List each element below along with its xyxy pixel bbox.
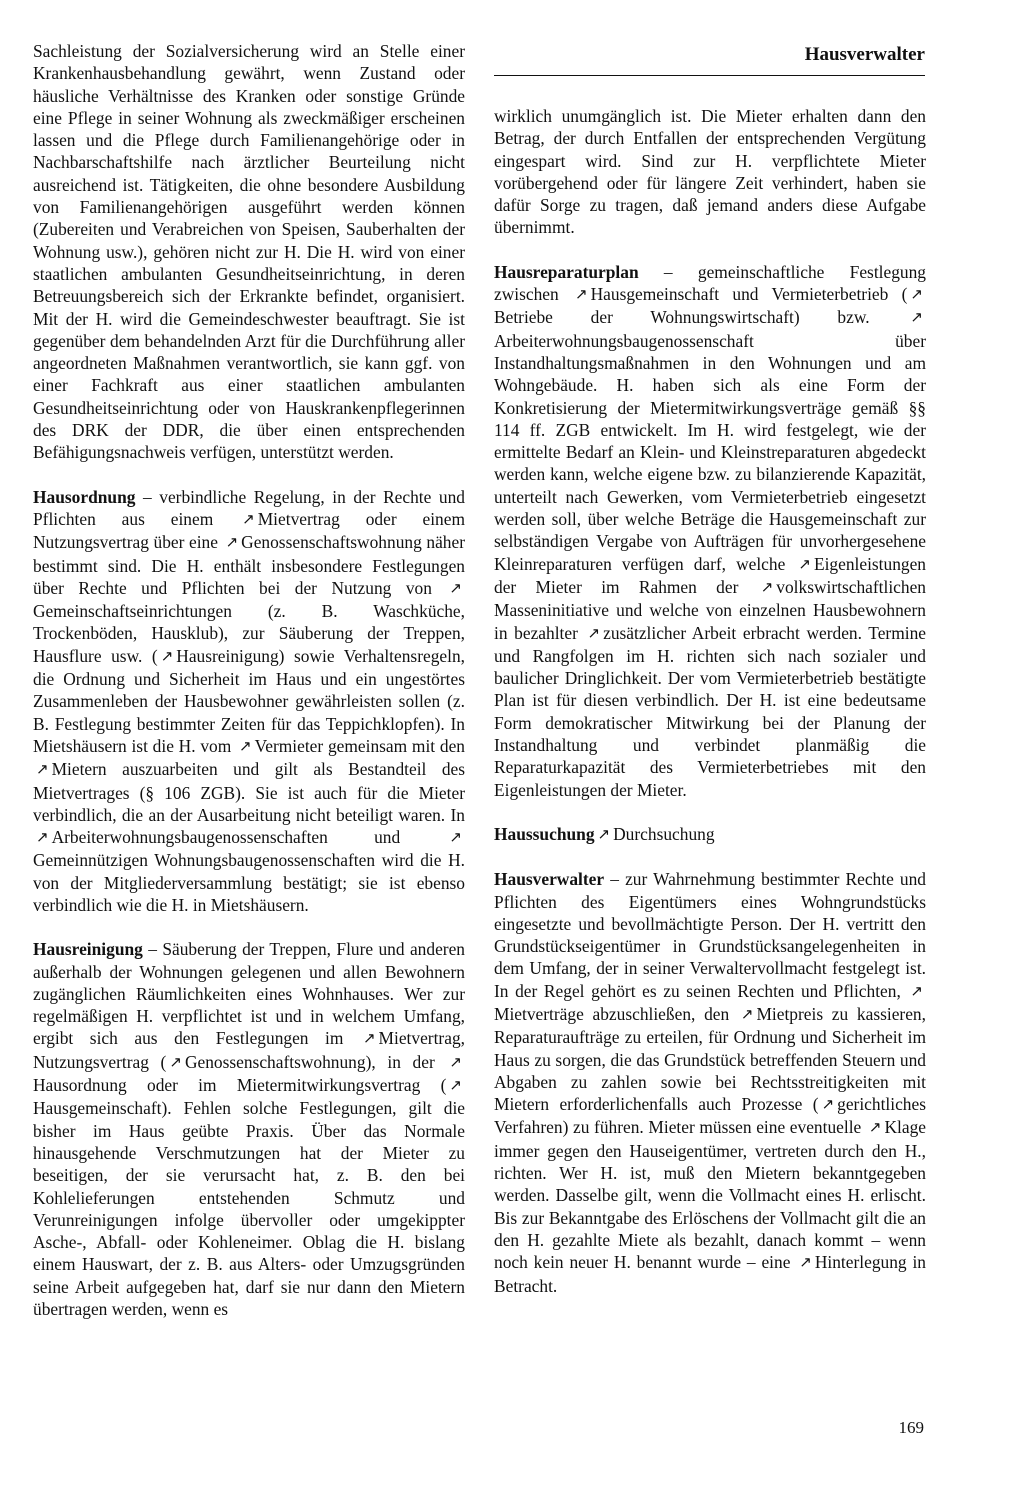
entry-text: ) bzw. <box>793 307 908 328</box>
entry-term: Haussuchung <box>494 823 595 844</box>
cross-reference-arrow-icon: ↗ <box>910 308 923 327</box>
cross-reference-arrow-icon: ↗ <box>760 577 774 596</box>
cross-reference[interactable]: Gemeinnützigen Wohnungsbaugenossenschaften <box>33 850 376 871</box>
entry-continuation-right <box>494 105 926 239</box>
entry-hausreparaturplan <box>494 261 926 801</box>
entry-text: über Instandhaltungsmaßnahmen in den Wohnungen und am Wohngebäude. H. haben sich als eine Form der Konkretisierung der Mietermitwirkungsverträge gemäß §§ 114 ff. ZGB entwickelt. Im H. wird festgelegt, wie der ermittelte Bedarf an Klein- und Kleinstreparaturen abgedeckt werden kann, welche eigene bzw. zu bilanzierende Kapazität, unterteilt nach Gewerken, vom Vermieterbetrieb eingesetzt werden soll, über welche Beträge die Hausgemeinschaft zur selbständigen Vergabe von Aufträgen für unvorhergesehene Kleinreparaturen verfügen darf, welche <box>494 330 926 574</box>
entry-text: ) zu führen. Mieter müssen eine eventuelle <box>562 1117 866 1138</box>
cross-reference[interactable]: Mietvertrag <box>378 1028 461 1049</box>
entry-text: und <box>327 827 447 848</box>
entry-text: erbracht werden. Termine und Rangfolgen im H. richten sich nach sozialer und baulicher Dringlichkeit. Der vom Vermieterbetrieb bestätigte Plan ist für diesen verbindlich. Der H. ist eine bedeutsame Form demokratischer Mitwirkung bei der Planung der Instandhaltung und verbindet planmäßig die Reparaturkapazität des Vermieterbetriebes mit den Eigenleistungen der Mieter. <box>494 622 926 800</box>
cross-reference[interactable]: Mietpreis <box>756 1003 824 1024</box>
cross-reference-arrow-icon: ↗ <box>36 760 49 779</box>
entry-haussuchung <box>494 823 926 846</box>
page-number: 169 <box>898 1418 924 1437</box>
cross-reference-arrow-icon: ↗ <box>740 1004 754 1023</box>
cross-reference-arrow-icon: ↗ <box>449 1076 462 1095</box>
cross-reference-arrow-icon: ↗ <box>239 736 252 755</box>
entry-term: Hausverwalter <box>494 869 605 890</box>
entry-text: Sachleistung der Sozialversicherung wird an Stelle einer Krankenhausbehandlung gewährt, wenn Zustand oder häusliche Verhältnisse des Kranken oder sonstige Gründe eine Pflege in seiner Wohnung als zweckmäßiger erscheinen lassen und die Pflege durch Familienangehörige oder in Nachbarschaftshilfe nach ärztlicher Beurteilung nicht ausreichend ist. Tätigkeiten, die ohne besondere Ausbildung von Familienangehörigen ausgeführt werden können (Zubereiten und Verabreichen von Speisen, Sauberhalten der Wohnung usw.), gehören nicht zur H. Die H. wird von einer staatlichen ambulanten Gesundheitseinrichtung, in deren Betreuungsbereich sich der Erkrankte befindet, organisiert. Mit der H. wird die Gemeindeschwester beauftragt. Sie ist gegenüber dem behandelnden Arzt für die Durchführung aller angeordneten Maßnahmen verantwortlich, sie kann ggf. von einer Fachkraft aus einer staatlichen ambulanten Gesundheitseinrichtung oder von Hauskrankenpflegerinnen des DRK der DDR, die über einen entsprechenden Befähigungsnachweis verfügen, unterstützt werden. <box>33 41 465 463</box>
cross-reference-arrow-icon: ↗ <box>362 1029 376 1048</box>
cross-reference[interactable]: Arbeiterwohnungsbaugenossenschaften <box>51 827 328 848</box>
right-column <box>494 105 926 1297</box>
cross-reference-arrow-icon: ↗ <box>798 554 811 573</box>
entry-term: Hausreinigung <box>33 939 143 960</box>
cross-reference[interactable]: Eigenleistungen <box>813 553 926 574</box>
entry-hausreinigung <box>33 938 465 1320</box>
cross-reference[interactable]: Hausgemeinschaft <box>33 1098 162 1119</box>
entry-text: – gemeinschaftliche Festlegung zwischen <box>494 261 926 305</box>
cross-reference-arrow-icon: ↗ <box>910 981 923 1000</box>
entry-hausverwalter <box>494 868 926 1297</box>
entry-text: immer gegen den Hauseigentümer, vertreten durch den H., richten. Wer H. ist, muß den Mietern bekanntgegeben werden. Dasselbe gilt, wenn die Vollmacht eines H. erlischt. Bis zur Bekanntgabe des Erlöschens der Vollmacht gilt die an den H. gezahlte Miete als bezahlt, danach kommt – wenn noch kein neuer H. benannt wurde – eine <box>494 1140 926 1273</box>
entry-text: auszuarbeiten und gilt als Bestandteil des Mietvertrages (§ 106 ZGB). Sie ist auch für die Mieter verbindlich, die an der Ausarbeitung nicht beteiligt waren. In <box>33 759 465 825</box>
cross-reference[interactable]: Vermieter <box>254 735 324 756</box>
entry-term: Hausordnung <box>33 486 136 507</box>
cross-reference[interactable]: Hausgemeinschaft <box>590 284 720 305</box>
entry-text: – Säuberung der Treppen, Flure und anderen außerhalb der Wohnungen gelegenen und allen Bewohnern zugänglichen Räumlichkeiten eines Wohnhauses. Wer zur regelmäßigen H. verpflichtet ist und in welchem Umfang, ergibt sich aus den Festlegungen im <box>33 939 465 1049</box>
cross-reference[interactable]: Betriebe der Wohnungswirtschaft <box>494 307 794 328</box>
header-rule <box>494 75 925 76</box>
cross-reference[interactable]: Durchsuchung <box>613 823 715 844</box>
entry-text: ) sowie Verhaltensregeln, die Ordnung und Sicherheit im Haus und ein ungestörtes Zusammenleben der Hausbewohner gewährleisten sollen (z. B. Festlegung bestimmter Zeiten für das Teppichklopfen). In Mietshäusern ist die H. vom <box>33 645 465 756</box>
entry-text: – verbindliche Regelung, in der Rechte und Pflichten aus einem <box>33 486 465 529</box>
entry-text: und welche von einzelnen Hausbewohnern in bezahlter <box>494 600 926 643</box>
cross-reference[interactable]: Genossenschaftswohnung <box>241 532 422 553</box>
cross-reference[interactable]: zusätzlicher Arbeit <box>603 622 737 643</box>
entry-term: Hausreparaturplan <box>494 261 639 282</box>
cross-reference-arrow-icon: ↗ <box>169 1052 182 1071</box>
cross-reference-arrow-icon: ↗ <box>449 828 462 847</box>
entry-text: , Nutzungsvertrag ( <box>33 1028 465 1072</box>
cross-reference[interactable]: Arbeiterwohnungsbaugenossenschaft <box>494 330 754 351</box>
entry-text: der Mieter im Rahmen der <box>494 576 758 597</box>
cross-reference[interactable]: Genossenschaftswohnung <box>184 1051 366 1072</box>
cross-reference-arrow-icon: ↗ <box>160 646 174 665</box>
cross-reference[interactable]: Mietern <box>51 759 107 780</box>
entry-text: abzuschließen, den <box>583 1003 738 1024</box>
cross-reference-arrow-icon: ↗ <box>868 1118 882 1137</box>
cross-reference-arrow-icon: ↗ <box>225 533 239 552</box>
entry-text: näher bestimmt sind. Die H. enthält insbesondere Festlegungen über Rechte und Pflichten bei der Nutzung von <box>33 532 465 598</box>
cross-reference[interactable]: Gemeinschaftseinrichtungen <box>33 601 232 622</box>
cross-reference-arrow-icon: ↗ <box>36 828 49 847</box>
entry-text: ), in der <box>365 1051 447 1072</box>
cross-reference-arrow-icon: ↗ <box>449 578 462 597</box>
entry-text: (z. B. Waschküche, Trockenböden, Hausklub), zur Säuberung der Treppen, Hausflure usw. ( <box>33 601 465 666</box>
cross-reference-arrow-icon: ↗ <box>799 1253 812 1272</box>
entry-text: oder im Mietermitwirkungsvertrag ( <box>126 1075 447 1096</box>
entry-text: und Vermieterbetrieb ( <box>719 284 908 305</box>
cross-reference[interactable]: Mietverträge <box>494 1003 584 1024</box>
cross-reference[interactable]: Hinterlegung <box>814 1252 907 1273</box>
entry-text: – zur Wahrnehmung bestimmter Rechte und Pflichten des Eigentümers eines Wohngrundstücks eingesetzte und bevollmächtigte Person. Der H. vertritt den Grundstückseigentümer in Grundstücksangelegenheiten in dem Umfang, der in seiner Verwaltervollmacht festgelegt ist. In der Regel gehört es zu seinen Rechten und Pflichten, <box>494 869 926 1001</box>
cross-reference[interactable]: Hausreinigung <box>176 645 279 666</box>
entry-text: ). Fehlen solche Festlegungen, gilt die bisher im Haus geübte Praxis. Über das Normale hinausgehende Verschmutzungen hat der Mieter zu beseitigen, der sie verursacht hat, z. B. den bei Kohlelieferungen entstehenden Schmutz und Verunreinigungen infolge übervoller oder umgekippter Asche-, Abfall- oder Kohleneimer. Oblag die H. bislang einem Hauswart, der z. B. aus Alters- oder Umzugsgründen seine Arbeit aufgegeben hat, darf sie nur dann den Mietern übertragen werden, wenn es <box>33 1098 465 1320</box>
cross-reference[interactable]: Hausordnung <box>33 1075 127 1096</box>
left-column <box>33 40 465 1320</box>
cross-reference-arrow-icon: ↗ <box>587 623 601 642</box>
entry-text: in Betracht. <box>494 1252 926 1296</box>
cross-reference-arrow-icon: ↗ <box>575 285 588 304</box>
entry-hausordnung <box>33 486 465 917</box>
cross-reference-arrow-icon: ↗ <box>597 824 611 843</box>
entry-text: wird die H. von der Mitgliederversammlung bestätigt; sie ist ebenso verbindlich wie die H. in Mietshäusern. <box>33 850 465 915</box>
cross-reference-arrow-icon: ↗ <box>242 509 255 528</box>
cross-reference-arrow-icon: ↗ <box>910 285 923 304</box>
cross-reference-arrow-icon: ↗ <box>821 1095 835 1114</box>
cross-reference[interactable]: volkswirtschaftlichen Masseninitiative <box>494 576 926 621</box>
entry-text: wirklich unumgänglich ist. Die Mieter erhalten dann den Betrag, der durch Entfallen der entsprechenden Vergütung eingespart wird. Sind zur H. verpflichtete Mieter vorübergehend oder für längere Zeit verhindert, haben sie dafür Sorge zu tragen, daß jemand anders diese Aufgabe übernimmt. <box>494 106 926 238</box>
entry-text: gemeinsam mit den <box>323 735 465 756</box>
cross-reference-arrow-icon: ↗ <box>449 1052 462 1071</box>
cross-reference[interactable]: gerichtliches Verfahren <box>494 1094 926 1138</box>
cross-reference[interactable]: Mietvertrag <box>257 508 340 529</box>
running-head: Hausverwalter <box>804 44 925 65</box>
entry-text: oder einem Nutzungsvertrag über eine <box>33 508 465 553</box>
entry-text: zu kassieren, Reparaturaufträge zu erteilen, für Ordnung und Sicherheit im Haus zu sorgen, die das Grundstück betreffenden Steuern und Abgaben zu zahlen sowie bei Rechtsstreitigkeiten mit Mietern erforderlichenfalls auch Prozesse ( <box>494 1003 926 1115</box>
cross-reference[interactable]: Klage <box>884 1117 926 1138</box>
entry-continuation-left <box>33 40 465 464</box>
